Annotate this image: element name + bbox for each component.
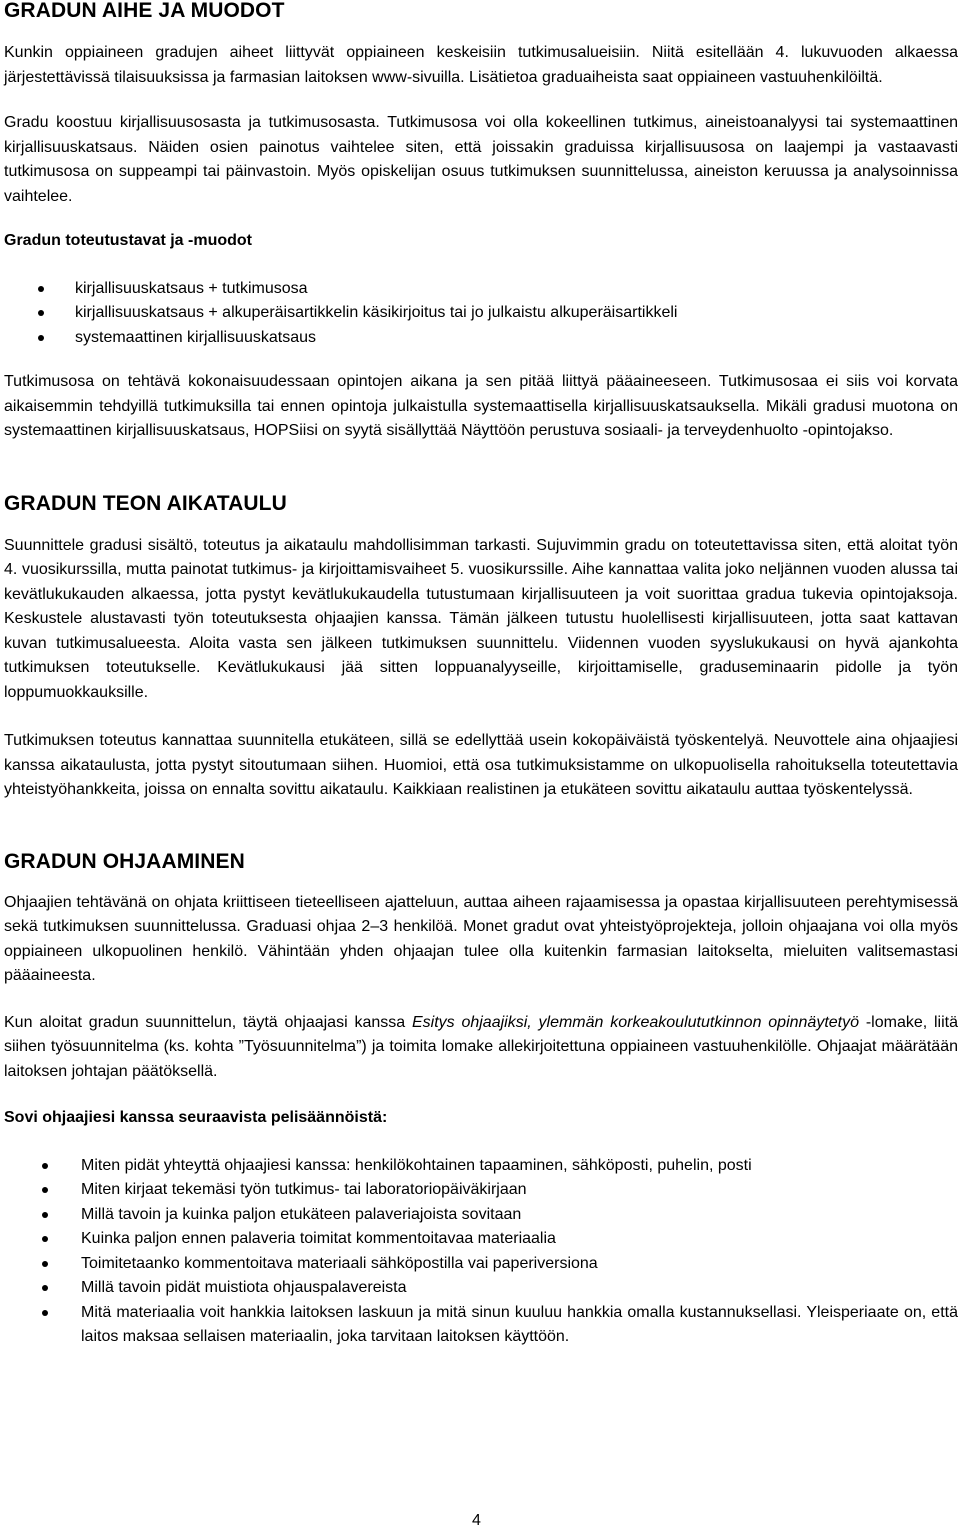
list-item: Millä tavoin ja kuinka paljon etukäteen palaveriajoista sovitaan (4, 1203, 958, 1228)
paragraph-rakenne: Gradu koostuu kirjallisuusosasta ja tutkimusosasta. Tutkimusosa voi olla kokeellinen tutkimus, aineistoanalyysi tai systemaattinen kirjallisuuskatsaus. Näiden osien painotus vaihtelee siten, että joissakin graduissa kirjallisuusosa on laajempi ja vastaavasti tutkimusosa on suppeampi tai päinvastoin. Myös opiskelijan osuus tutkimuksen suunnittelussa, aineiston keruussa ja analysoinnissa vaihtelee. (4, 114, 958, 205)
list-item: Miten kirjaat tekemäsi työn tutkimus- tai laboratoriopäiväkirjaan (4, 1178, 958, 1203)
list-item: kirjallisuuskatsaus + alkuperäisartikkelin käsikirjoitus tai jo julkaistu alkuperäisartikkeli (4, 301, 958, 326)
bullet-icon (42, 1187, 48, 1193)
subheading-toteutustavat: Gradun toteutustavat ja -muodot (4, 232, 252, 249)
section-heading-aikataulu: GRADUN TEON AIKATAULU (4, 491, 287, 515)
paragraph-tutkimusosa: Tutkimusosa on tehtävä kokonaisuudessaan opintojen aikana ja sen pitää liittyä pääaineeseen. Tutkimusosaa ei siis voi korvata aikaisemmin tehdyillä tutkimuksilla tai ennen opintoja julkaistulla systemaattisella kirjallisuuskatsauksella. Mikäli gradusi muotona on systemaattinen kirjallisuuskatsaus, HOPSiisi on syytä sisällyttää Näyttöön perustuva sosiaali- ja terveydenhuolto -opintojakso. (4, 373, 958, 439)
paragraph-suunnittelu: Suunnittele gradusi sisältö, toteutus ja aikataulu mahdollisimman tarkasti. Sujuvimmin gradu on toteutettavissa siten, että aloitat työn 4. vuosikurssilla, mutta painotat tutkimus- ja kirjoittamisvaiheet 5. vuosikurssille. Aihe kannattaa valita joko neljännen vuoden alussa tai kevätlukukauden alkaessa, jotta pystyt kevätlukukaudella tutustumaan kirjallisuuteen ja voit suorittaa gradua tukevia opintojaksoja. Keskustele alustavasti työn toteutuksesta ohjaajien kanssa. Tämän jälkeen tutustu huolellisesti kirjallisuuteen, jotta saat kattavan kuvan tutkimusalueesta. Aloita vasta sen jälkeen tutkimuksen suunnittelu. Viidennen vuoden syyslukukausi on hyvä ajankohta tutkimuksen toteutukselle. Kevätlukukausi jää sitten loppuanalyyseille, kirjoittamiselle, graduseminaarin pidolle ja työn loppumuokkauksille. (4, 536, 958, 701)
list-pelisaannot (4, 1154, 958, 1350)
paragraph-aiheet: Kunkin oppiaineen gradujen aiheet liittyvät oppiaineen keskeisiin tutkimusalueisiin. Niitä esitellään 4. lukuvuoden alkaessa järjestettävissä tilaisuuksissa ja farmasian laitoksen www-sivuilla. Lisätietoa graduaiheista saat oppiaineen vastuuhenkilöiltä. (4, 44, 958, 86)
paragraph-ohjaajat: Ohjaajien tehtävänä on ohjata kriittiseen tieteelliseen ajatteluun, auttaa aiheen rajaamisessa ja opastaa kirjallisuuteen perehtymisessä sekä tutkimuksen suunnittelussa. Graduasi ohjaa 2–3 henkilöä. Monet gradut ovat yhteistyöprojekteja, jolloin ohjaajana voi olla myös oppiaineen ulkopuolinen henkilö. Vähintään yhden ohjaajan tulee olla kuitenkin farmasian laitokselta, mieluiten valitsemastasi pääaineesta. (4, 893, 958, 984)
list-item: systemaattinen kirjallisuuskatsaus (4, 326, 958, 351)
bullet-icon (38, 335, 44, 341)
bullet-icon (42, 1212, 48, 1218)
form-name: Esitys ohjaajiksi, ylemmän korkeakoulututkinnon opinnäytetyö (411, 1013, 860, 1031)
bullet-icon (38, 286, 44, 292)
subheading-pelisaannot: Sovi ohjaajiesi kanssa seuraavista pelisäännöistä: (4, 1109, 388, 1126)
paragraph-toteutus: Tutkimuksen toteutus kannattaa suunnitella etukäteen, sillä se edellyttää usein kokopäiväistä työskentelyä. Neuvottele aina ohjaajiesi kanssa aikataulusta, jotta pystyt sitoutumaan siihen. Huomioi, että osa tutkimuksistamme on ulkopuolisella rahoituksella toteutettavia yhteistyöhankkeita, joissa on ennalta sovittu aikataulu. Kaikkiaan realistinen ja etukäteen sovittu aikataulu auttaa työskentelyssä. (4, 732, 958, 798)
list-item: Toimitetaanko kommentoitava materiaali sähköpostilla vai paperiversiona (4, 1252, 958, 1277)
bullet-icon (38, 310, 44, 316)
bullet-icon (42, 1310, 48, 1316)
section-heading-aihe: GRADUN AIHE JA MUODOT (4, 0, 285, 22)
list-item: Millä tavoin pidät muistiota ohjauspalavereista (4, 1276, 958, 1301)
list-item: Miten pidät yhteyttä ohjaajiesi kanssa: henkilökohtainen tapaaminen, sähköposti, puhelin, posti (4, 1154, 958, 1179)
document-page (4, 0, 958, 1350)
bullet-icon (42, 1261, 48, 1267)
list-item: Kuinka paljon ennen palaveria toimitat kommentoitavaa materiaalia (4, 1227, 958, 1252)
page-number: 4 (472, 1512, 481, 1529)
paragraph-lomake: Kun aloitat gradun suunnittelun, täytä ohjaajasi kanssa Esitys ohjaajiksi, ylemmän korkeakoulututkinnon opinnäytetyö -lomake, liitä siihen työsuunnitelma (ks. kohta ”Työsuunnitelma”) ja toimita lomake allekirjoitettuna oppiaineen vastuuhenkilölle. Ohjaajat määrätään laitoksen johtajan päätöksellä. (4, 1013, 959, 1080)
list-toteutustavat (4, 277, 958, 351)
bullet-icon (42, 1236, 48, 1242)
bullet-icon (42, 1163, 48, 1169)
section-heading-ohjaaminen: GRADUN OHJAAMINEN (4, 849, 245, 873)
list-item: Mitä materiaalia voit hankkia laitoksen laskuun ja mitä sinun kuuluu hankkia omalla kustannuksellasi. Yleisperiaate on, että laitos maksaa sellaisen materiaalin, joka tarvitaan laitoksen käyttöön. (4, 1301, 958, 1350)
list-item: kirjallisuuskatsaus + tutkimusosa (4, 277, 958, 302)
bullet-icon (42, 1285, 48, 1291)
